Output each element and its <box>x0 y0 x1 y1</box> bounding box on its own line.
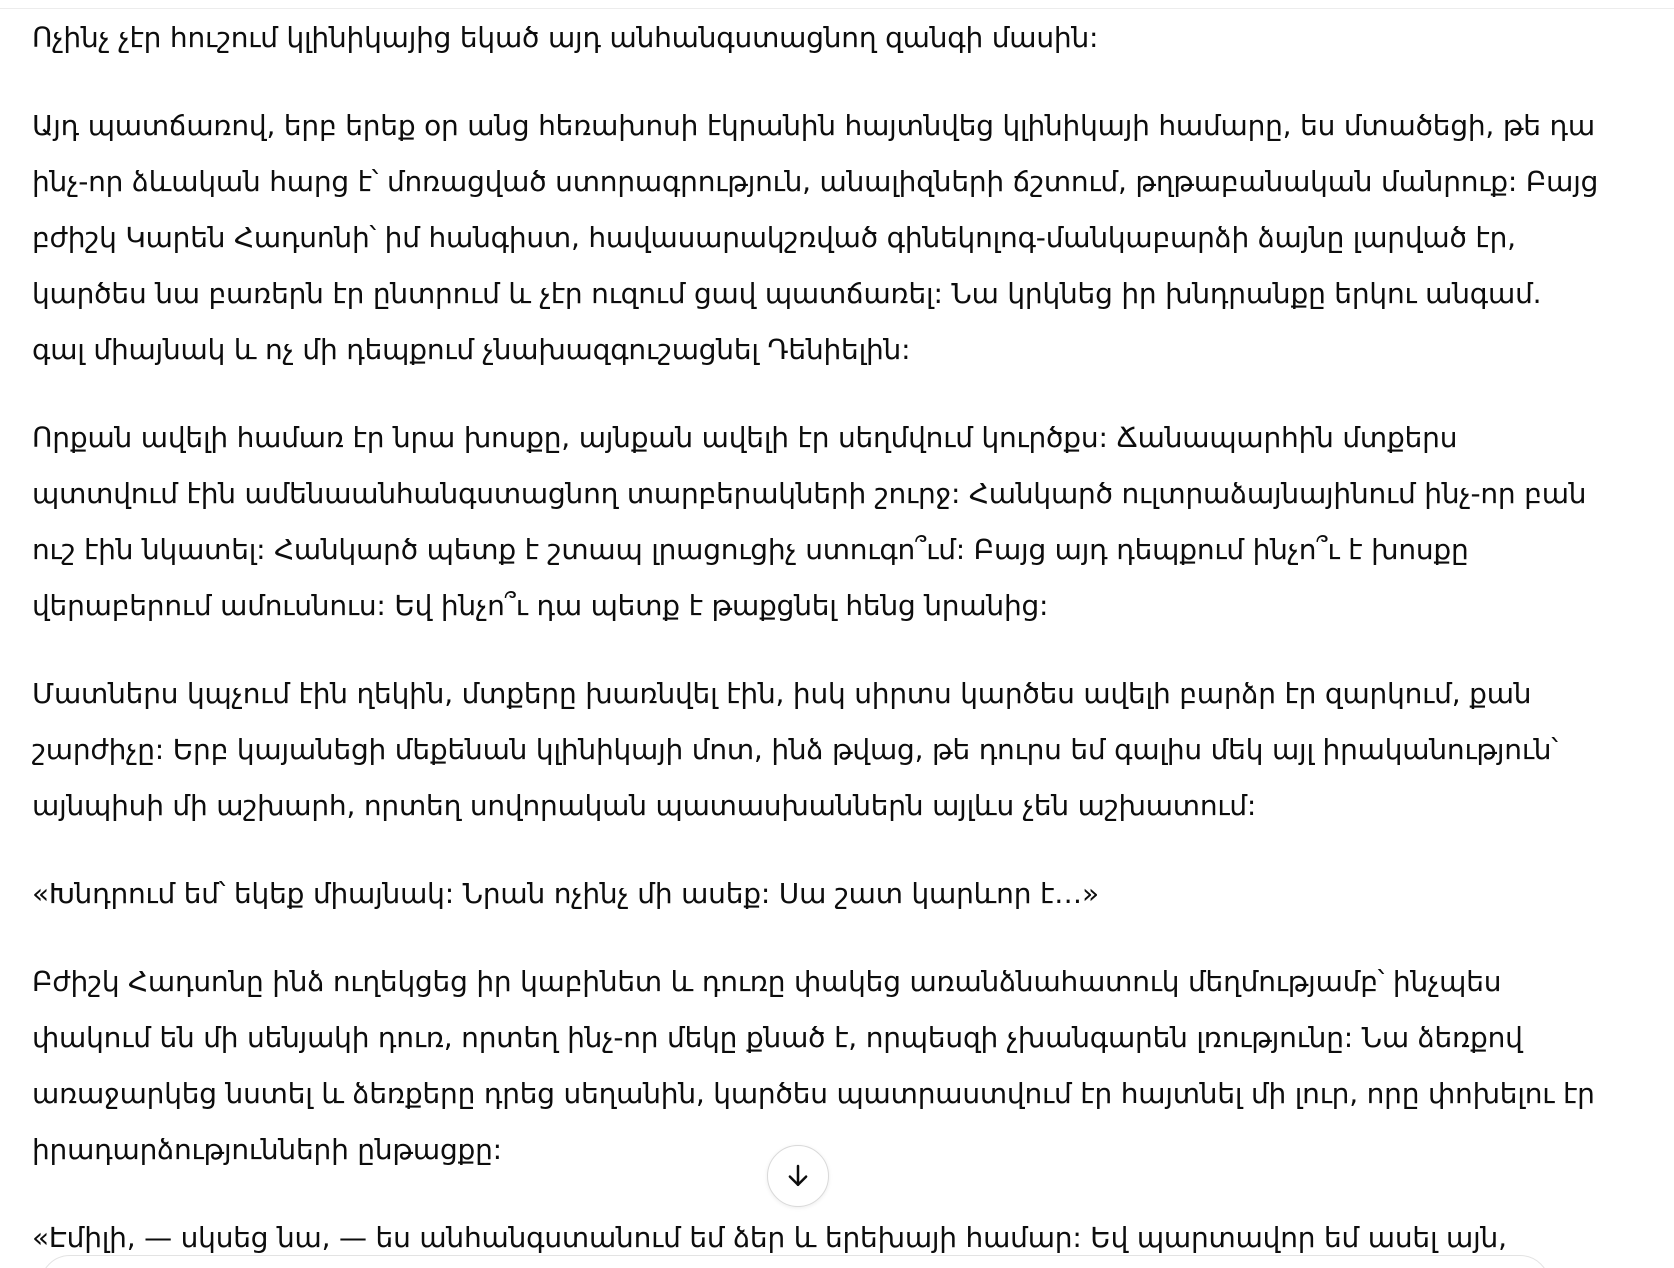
message-paragraph: «Խնդրում եմ՝ եկեք միայնակ: Նրան ոչինչ մի ասեք: Սա շատ կարևոր է…» <box>32 877 1099 910</box>
message-paragraph: Բժիշկ Հադսոնը ինձ ուղեկցեց իր կաբինետ և դուռը փակեց առանձնահատուկ մեղմությամբ՝ ինչպես փակում են մի սենյակի դուռ, որտեղ ինչ-որ մեկը քնած է, որպեսզի չխանգարեն լռությունը: Նա ձեռքով առաջարկեց նստել և ձեռքերը դրեց սեղանին, կարծես պատրաստվում էր հայտնել մի լուր, որը փոխելու էր իրադարձությունների ընթացքը: <box>32 965 1595 1166</box>
scroll-to-bottom-button[interactable] <box>767 1145 829 1207</box>
message-paragraph: Որքան ավելի համառ էր նրա խոսքը, այնքան ավելի էր սեղմվում կուրծքս: Ճանապարհին մտքերս պտտվում էին ամենաանհանգստացնող տարբերակների շուրջ: Հանկարծ ուլտրաձայնայինում ինչ-որ բան ուշ էին նկատել: Հանկարծ պետք է շտապ լրացուցիչ ստուգո՞ւմ: Բայց այդ դեպքում ինչո՞ւ է խոսքը վերաբերում ամուսնուս: Եվ ինչո՞ւ դա պետք է թաքցնել հենց նրանից: <box>32 421 1587 622</box>
message-paragraph: «Էմիլի, — սկսեց նա, — ես անհանգստանում եմ ձեր և երեխայի համար: Եվ պարտավոր եմ ասել այն, <box>32 1221 1507 1254</box>
message-paragraph: Մատներս կպչում էին ղեկին, մտքերը խառնվել էին, իսկ սիրտս կարծես ավելի բարձր էր զարկում, քան շարժիչը: Երբ կայանեցի մեքենան կլինիկայի մոտ, ինձ թվաց, թե դուրս եմ գալիս մեկ այլ իրականություն՝ այնպիսի մի աշխարհ, որտեղ սովորական պատասխաններն այլևս չեն աշխատում: <box>32 677 1558 822</box>
arrow-down-icon <box>783 1161 813 1191</box>
message-composer[interactable] <box>40 1255 1550 1268</box>
message-paragraph: Այդ պատճառով, երբ երեք օր անց հեռախոսի էկրանին հայտնվեց կլինիկայի համարը, ես մտածեցի, թե դա ինչ-որ ձևական հարց է՝ մոռացված ստորագրություն, անալիզների ճշտում, թղթաբանական մանրուք: Բայց բժիշկ Կարեն Հադսոնի՝ իմ հանգիստ, հավասարակշռված գինեկոլոգ-մանկաբարձի ձայնը լարված էր, կարծես նա բառերն էր ընտրում և չէր ուզում ցավ պատճառել: Նա կրկնեց իր խնդրանքը երկու անգամ. գալ միայնակ և ոչ մի դեպքում չնախազգուշացնել Դենիելին: <box>32 109 1599 366</box>
top-divider <box>0 8 1674 9</box>
assistant-message <box>32 10 1602 1268</box>
message-paragraph: Ոչինչ չէր հուշում կլինիկայից եկած այդ անհանգստացնող զանգի մասին: <box>32 21 1099 54</box>
